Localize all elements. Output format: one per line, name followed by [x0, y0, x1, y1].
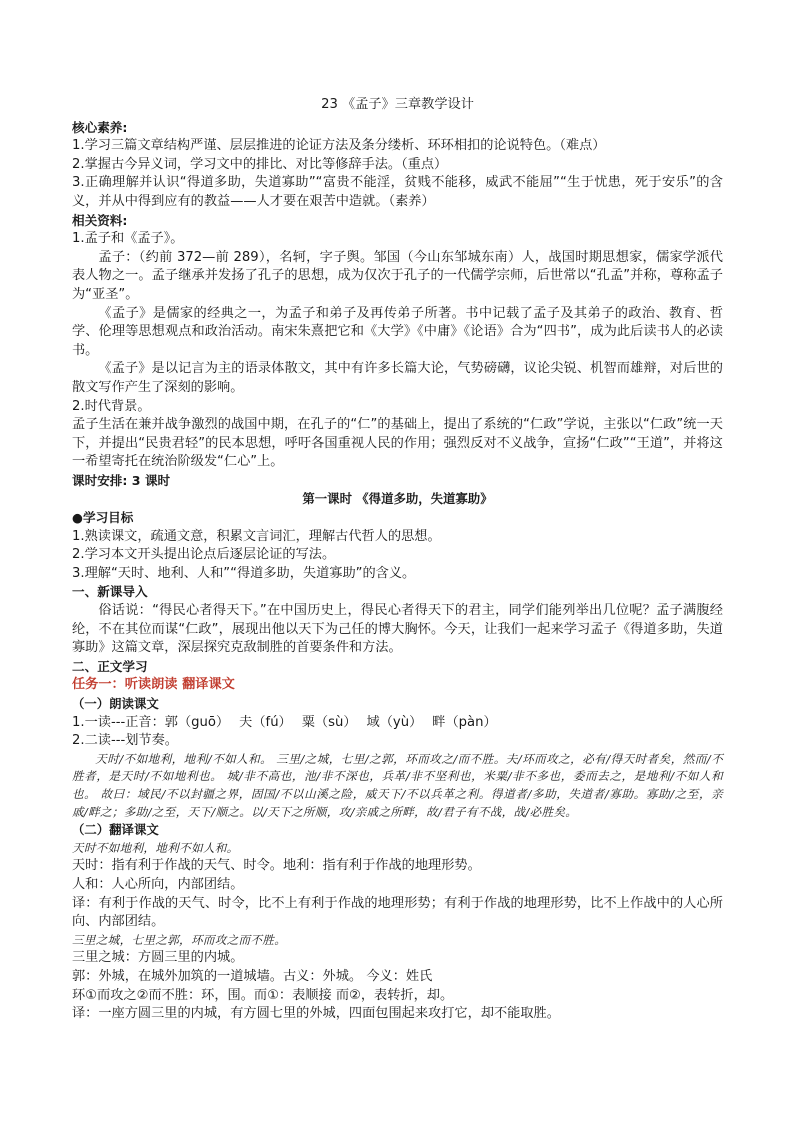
material-heading: 相关资料:: [72, 212, 128, 228]
read2: 2.二读---划节奏。: [72, 733, 178, 749]
goal-item-3: 3.理解“天时、地利、人和”“得道多助，失道寡助”的含义。: [72, 565, 416, 581]
pinyin-item: 畔（pàn）: [432, 714, 497, 730]
lesson-title: 第一课时 《得道多助，失道寡助》: [302, 491, 493, 507]
trans-line-9: 译：一座方圆三里的内城，有方圆七里的外城，四面包围起来攻打它，却不能取胜。: [72, 1006, 560, 1022]
intro-text: 俗话说：“得民心者得天下。”在中国历史上，得民心者得天下的君主，同学们能列举出几位呢？孟子满腹经纶，不在其位而谋“仁政”，展现出他以天下为己任的博大胸怀。今天，让我们一起来学习孟子《得道多助，失道寡助》这篇文章，深层探究克敌制胜的首要条件和方法。: [72, 603, 723, 656]
classical-text: 天时/不如地利，地利/不如人和。 三里/之城，七里/之郭，环而攻之/而不胜。夫/环而攻之，必有/得天时者矣，然而/不胜者，是天时/不如地利也。 城/非不高也，池/非不深也，兵革/非不坚利也，米粟/非不多也，委而去之，是地利/不如人和也。 故曰：域民/不以封疆之界，固国/不以山溪之险，威天下/不以兵革之利。得道者/多助，失道者/寡助。寡助/之至，亲戚/畔之；多助/之至，天下/顺之。以/天下之所顺，攻/亲戚之所畔，故/君子有不战，战/必胜矣。: [72, 751, 723, 819]
trans-line-2: 天时：指有利于作战的天气、时令。地利：指有利于作战的地理形势。: [72, 858, 481, 874]
material-sub-2: 2.时代背景。: [72, 398, 151, 414]
trans-line-8: 环①而攻之②而不胜：环，围。而①：表顺接 而②，表转折，却。: [72, 987, 454, 1003]
trans-line-7: 郭：外城，在城外加筑的一道城墙。古义：外城。 今义：姓氏: [72, 968, 433, 984]
read-heading: （一）朗读课文: [72, 696, 159, 711]
read1-label: 1.一读---正音：: [72, 714, 165, 730]
material-para-4: 孟子生活在兼并战争激烈的战国中期，在孔子的“仁”的基础上，提出了系统的“仁政”学说，主张以“仁政”统一天下，并提出“民贵君轻”的民本思想，呼吁各国重视人民的作用；强烈反对不义战争，宣扬“仁政”“王道”，并将这一希望寄托在统治阶级发“仁心”上。: [72, 417, 723, 470]
core-item-2: 2.掌握古今异义词，学习文中的排比、对比等修辞手法。（重点）: [72, 156, 448, 172]
trans-line-1: 天时不如地利，地利不如人和。: [72, 840, 239, 855]
schedule: 课时安排: 3 课时: [72, 472, 171, 488]
page-title: 23 《孟子》三章教学设计: [321, 97, 474, 112]
material-sub-1: 1.孟子和《孟子》。: [72, 231, 184, 247]
pinyin-item: 郭（guō）: [164, 714, 230, 730]
goal-item-1: 1.熟读课文，疏通文意，积累文言词汇，理解古代哲人的思想。: [72, 528, 441, 544]
document-page: [72, 96, 723, 1024]
trans-line-4: 译：有利于作战的天气、时令，比不上有利于作战的地理形势；有利于作战的地理形势，比不上作战中的人心所向、内部团结。: [72, 895, 723, 930]
core-item-1: 1.学习三篇文章结构严谨、层层推进的论证方法及条分缕析、环环相扣的论说特色。（难点）: [72, 138, 606, 154]
pinyin-item: 粟（sù）: [301, 714, 357, 730]
material-para-2: 《孟子》是儒家的经典之一，为孟子和弟子及再传弟子所著。书中记载了孟子及其弟子的政治、教育、哲学、伦理等思想观点和政治活动。南宋朱熹把它和《大学》《中庸》《论语》合为“四书”，成为此后读书人的必读书。: [72, 305, 723, 358]
core-item-3: 3.正确理解并认识“得道多助，失道寡助”“富贵不能淫，贫贱不能移，威武不能屈”“生于忧患，死于安乐”的含义，并从中得到应有的教益——人才要在艰苦中造就。（素养）: [72, 175, 723, 209]
pinyin-item: 夫（fú）: [239, 714, 292, 730]
intro-heading: 一、新课导入: [72, 584, 148, 600]
pinyin-item: 域（yù）: [366, 714, 423, 730]
material-para-1: 孟子：（约前 372—前 289），名轲，字子舆。邹国（今山东邹城东南）人，战国时期思想家，儒家学派代表人物之一。孟子继承并发扬了孔子的思想，成为仅次于孔子的一代儒学宗师，后世常以“孔孟”并称，尊称孟子为“亚圣”。: [72, 249, 723, 302]
material-para-3: 《孟子》是以记言为主的语录体散文，其中有许多长篇大论，气势磅礴，议论尖锐、机智而雄辩，对后世的散文写作产生了深刻的影响。: [72, 361, 723, 395]
trans-heading: （二）翻译课文: [72, 822, 159, 838]
trans-line-6: 三里之城：方圆三里的内城。: [72, 950, 244, 966]
trans-line-3: 人和：人心所向，内部团结。: [72, 876, 244, 892]
core-heading: 核心素养:: [72, 119, 128, 135]
pinyin-row: [72, 714, 723, 733]
goal-item-2: 2.学习本文开头提出论点后逐层论证的写法。: [72, 547, 336, 563]
study-heading: 二、正文学习: [72, 658, 148, 674]
task-heading: 任务一：听读朗读 翻译课文: [72, 677, 235, 693]
goals-heading: ●学习目标: [72, 510, 134, 526]
trans-line-5: 三里之城，七里之郭，环而攻之而不胜。: [72, 932, 287, 947]
